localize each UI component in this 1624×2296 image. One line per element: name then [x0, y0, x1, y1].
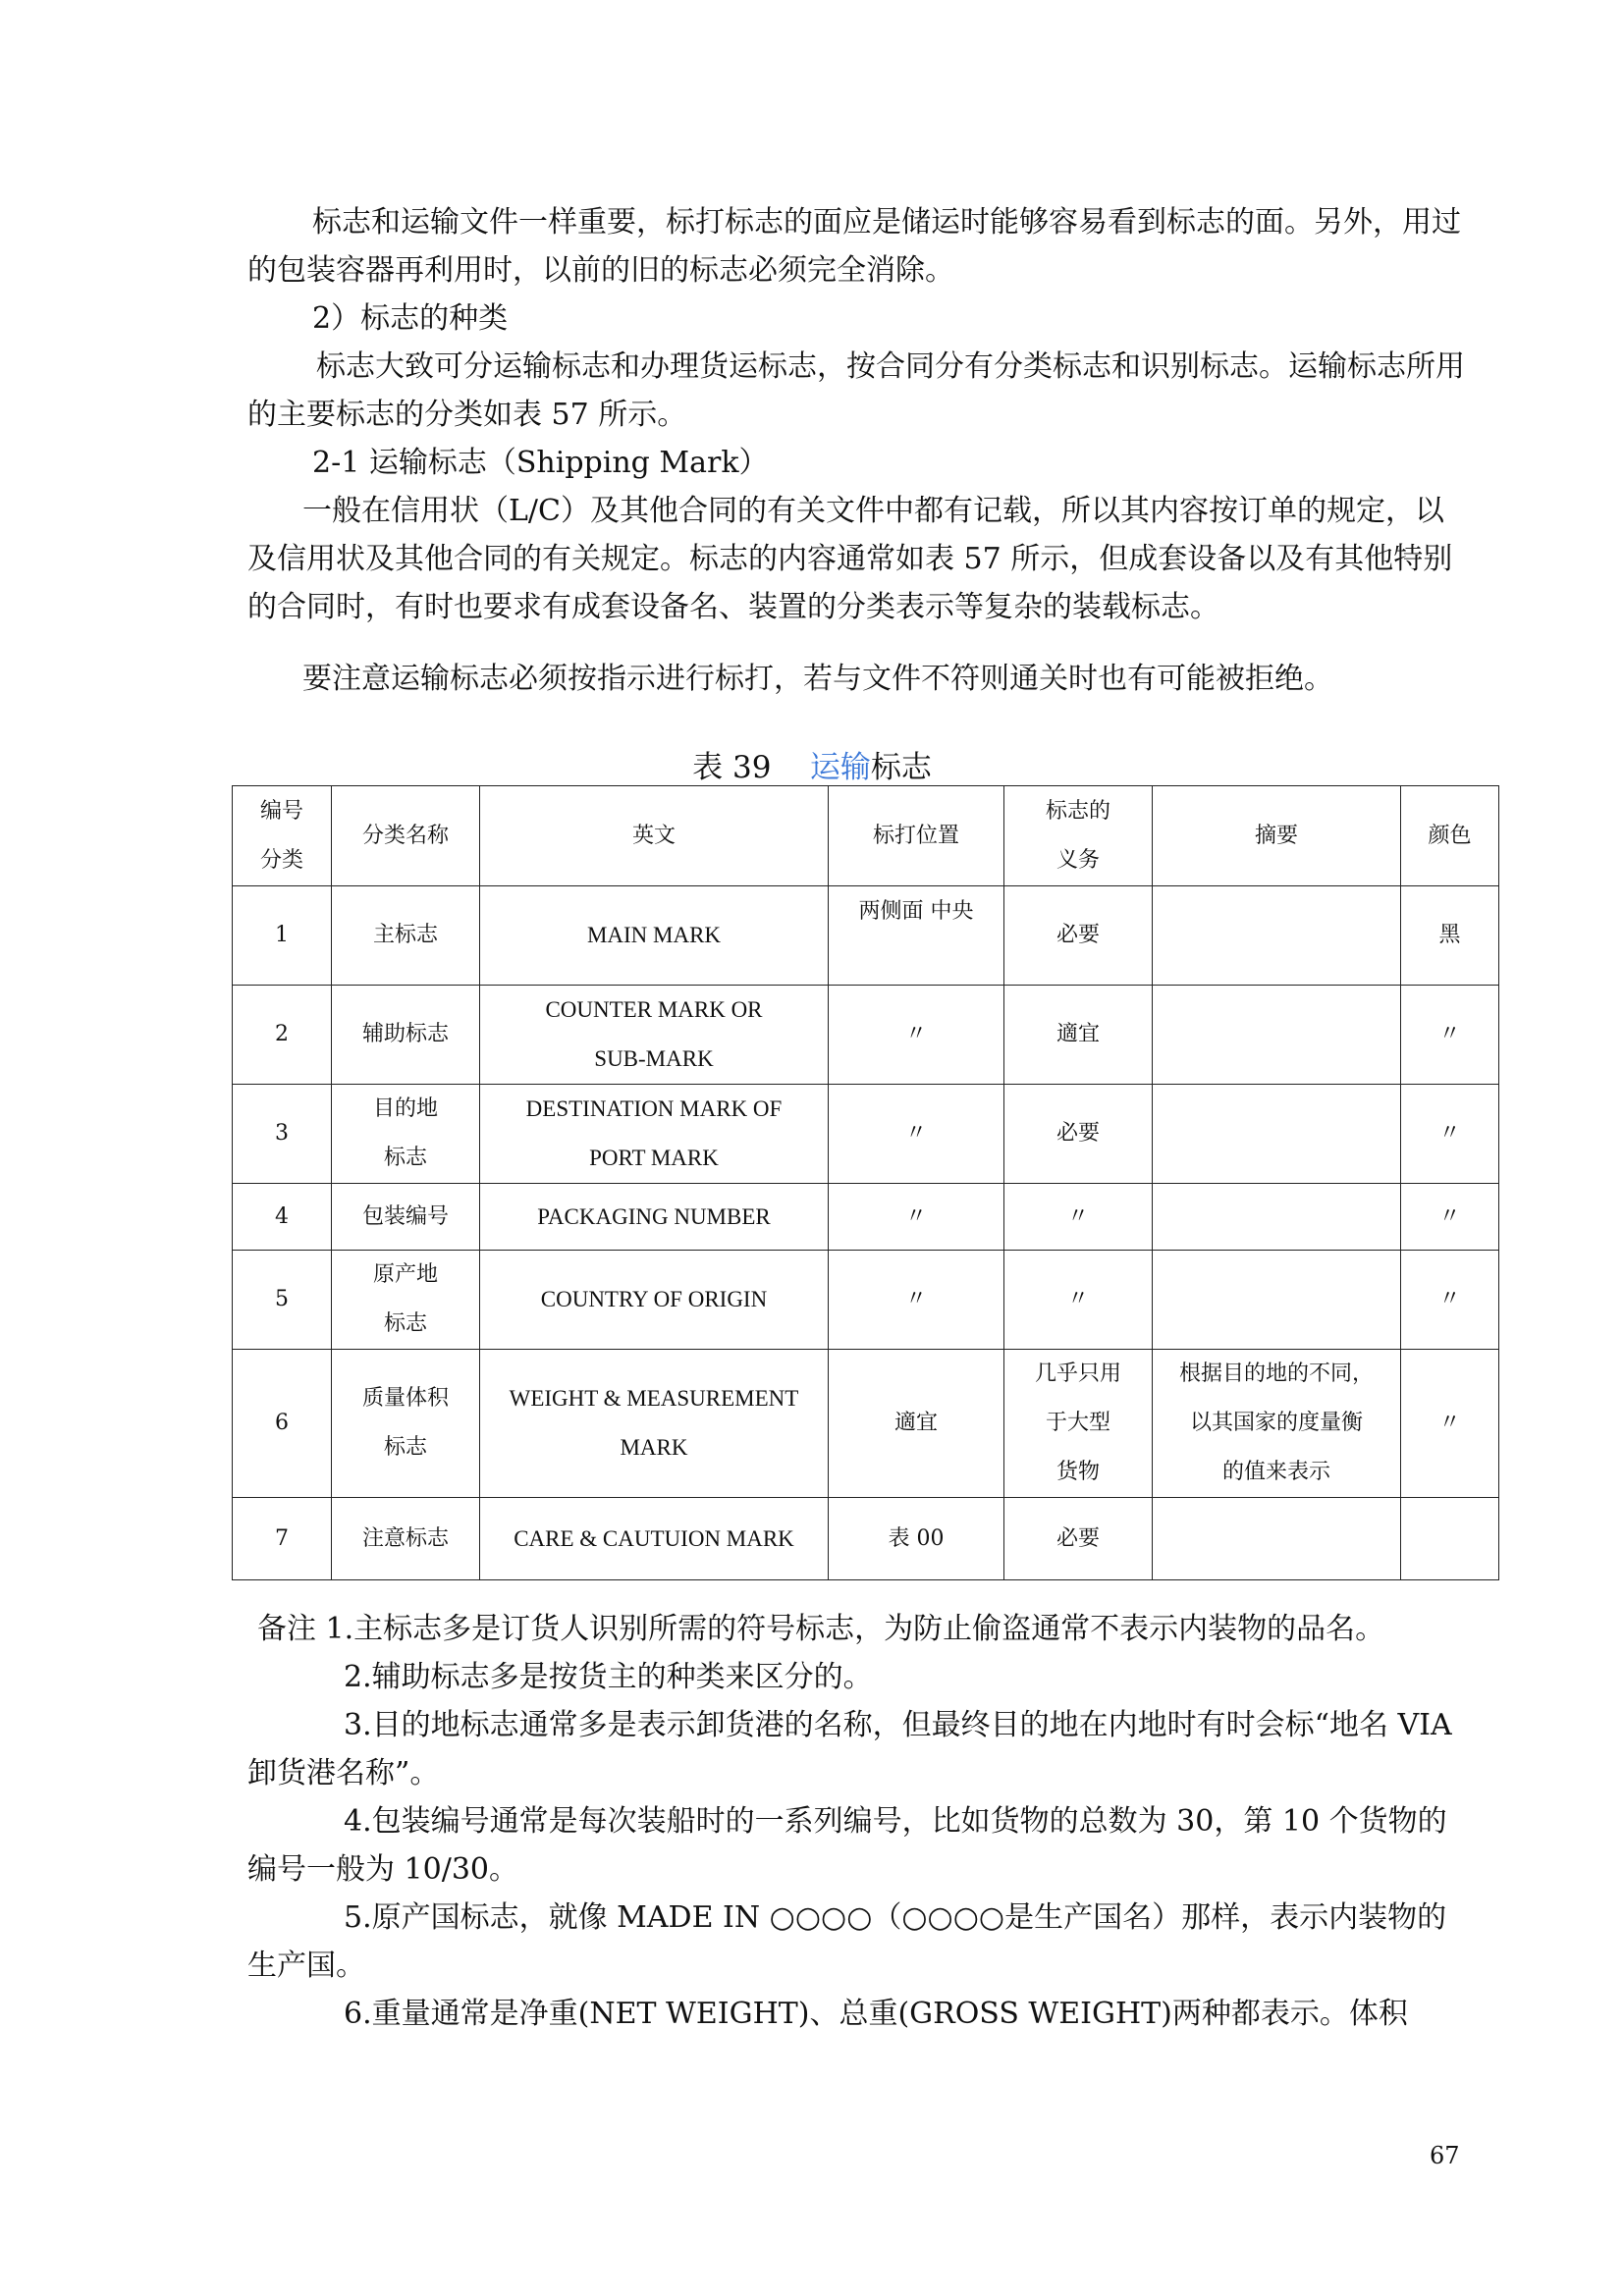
table-cell: DESTINATION MARK OF PORT MARK [480, 1085, 829, 1184]
table-caption-number: 表 39 [692, 750, 772, 785]
note-main-mark: 备注 1.主标志多是订货人识别所需的符号标志，为防止偷盗通常不表示内装物的品名。 [257, 1612, 1385, 1646]
header-cell: 英文 [480, 786, 829, 886]
header-cell: 颜色 [1401, 786, 1499, 886]
table-cell: 〃 [1401, 1350, 1499, 1498]
table-cell: 適宜 [829, 1350, 1004, 1498]
table-cell: 质量体积 标志 [332, 1350, 480, 1498]
table-cell: 〃 [829, 1085, 1004, 1184]
table-cell: 表 00 [829, 1498, 1004, 1580]
table-cell [1401, 1498, 1499, 1580]
table-cell [1153, 1085, 1401, 1184]
table-cell: 必要 [1004, 1498, 1153, 1580]
page-number: 67 [1430, 2142, 1460, 2169]
table-cell: 5 [233, 1251, 332, 1350]
table-cell: 目的地 标志 [332, 1085, 480, 1184]
table-cell: 原产地 标志 [332, 1251, 480, 1350]
table-row [233, 1085, 1499, 1184]
table-cell: CARE & CAUTUION MARK [480, 1498, 829, 1580]
table-cell [1153, 1251, 1401, 1350]
table-row [233, 1350, 1499, 1498]
table-cell: 〃 [1401, 986, 1499, 1085]
paragraph-marking-instruction: 要注意运输标志必须按指示进行标打，若与文件不符则通关时也有可能被拒绝。 [302, 662, 1333, 696]
header-cell: 分类名称 [332, 786, 480, 886]
table-cell [1153, 986, 1401, 1085]
table-cell: 〃 [1401, 1085, 1499, 1184]
table-cell: 〃 [1004, 1251, 1153, 1350]
table-cell [1153, 1184, 1401, 1251]
table-cell: 几乎只用 于大型 货物 [1004, 1350, 1153, 1498]
table-cell: 4 [233, 1184, 332, 1251]
table-cell: 〃 [1401, 1251, 1499, 1350]
table-row [233, 1498, 1499, 1580]
heading-mark-types: 2）标志的种类 [312, 301, 509, 336]
note-country-of-origin: 5.原产国标志，就像 MADE IN ○○○○（○○○○是生产国名）那样，表示内装物的生产国。 [247, 1900, 1447, 1983]
table-cell: 〃 [829, 1251, 1004, 1350]
table-cell: COUNTER MARK OR SUB-MARK [480, 986, 829, 1085]
table-cell: 適宜 [1004, 986, 1153, 1085]
table-cell: 7 [233, 1498, 332, 1580]
table-cell: 包装编号 [332, 1184, 480, 1251]
table-cell: 注意标志 [332, 1498, 480, 1580]
table-cell: 必要 [1004, 1085, 1153, 1184]
table-notes [247, 1605, 1465, 2038]
table-cell: 〃 [1004, 1184, 1153, 1251]
table-row [233, 886, 1499, 986]
table-header-row [233, 786, 1499, 886]
table-caption-highlight: 运输 [809, 750, 871, 785]
shipping-marks-table [232, 785, 1499, 1580]
table-cell: 〃 [1401, 1184, 1499, 1251]
table-cell: 〃 [829, 1184, 1004, 1251]
table-row [233, 1251, 1499, 1350]
table-cell: 6 [233, 1350, 332, 1498]
note-packaging-number: 4.包装编号通常是每次装船时的一系列编号，比如货物的总数为 30，第 10 个货物的编号一般为 10/30。 [247, 1804, 1447, 1887]
note-destination-mark: 3.目的地标志通常多是表示卸货港的名称，但最终目的地在内地时有时会标“地名 VIA 卸货港名称”。 [247, 1708, 1452, 1790]
note-weight: 6.重量通常是净重(NET WEIGHT)、总重(GROSS WEIGHT)两种都表示。体积 [344, 1997, 1408, 2031]
table-cell: 根据目的地的不同， 以其国家的度量衡 的值来表示 [1153, 1350, 1401, 1498]
table-cell: MAIN MARK [480, 886, 829, 986]
table-caption [0, 742, 1624, 786]
heading-shipping-mark: 2-1 运输标志（Shipping Mark） [312, 446, 769, 480]
header-cell: 标打位置 [829, 786, 1004, 886]
header-cell: 编号 分类 [233, 786, 332, 886]
table-cell: WEIGHT & MEASUREMENT MARK [480, 1350, 829, 1498]
table-cell: 主标志 [332, 886, 480, 986]
table-cell: 1 [233, 886, 332, 986]
table-cell: 2 [233, 986, 332, 1085]
table-cell: 3 [233, 1085, 332, 1184]
table-caption-suffix: 标志 [870, 750, 932, 785]
header-cell: 标志的 义务 [1004, 786, 1153, 886]
table-cell: 黑 [1401, 886, 1499, 986]
table-cell: COUNTRY OF ORIGIN [480, 1251, 829, 1350]
table-row [233, 1184, 1499, 1251]
table-cell: 两侧面 中央 [829, 886, 1004, 986]
table-cell [1153, 1498, 1401, 1580]
table-cell: PACKAGING NUMBER [480, 1184, 829, 1251]
paragraph-shipping-mark-content: 一般在信用状（L/C）及其他合同的有关文件中都有记载，所以其内容按订单的规定，以及信用状及其他合同的有关规定。标志的内容通常如表 57 所示，但成套设备以及有其他特别的合同时，有时也要求有成套设备名、装置的分类表示等复杂的装载标志。 [247, 494, 1453, 624]
table-cell [1153, 886, 1401, 986]
table-row [233, 986, 1499, 1085]
table-cell: 辅助标志 [332, 986, 480, 1085]
paragraph-mark-classification: 标志大致可分运输标志和办理货运标志，按合同分有分类标志和识别标志。运输标志所用的主要标志的分类如表 57 所示。 [247, 349, 1465, 432]
header-cell: 摘要 [1153, 786, 1401, 886]
paragraph-marking-importance: 标志和运输文件一样重要，标打标志的面应是储运时能够容易看到标志的面。另外，用过的包装容器再利用时，以前的旧的标志必须完全消除。 [247, 205, 1461, 288]
note-counter-mark: 2.辅助标志多是按货主的种类来区分的。 [344, 1660, 873, 1694]
table-cell: 必要 [1004, 886, 1153, 986]
table-cell: 〃 [829, 986, 1004, 1085]
